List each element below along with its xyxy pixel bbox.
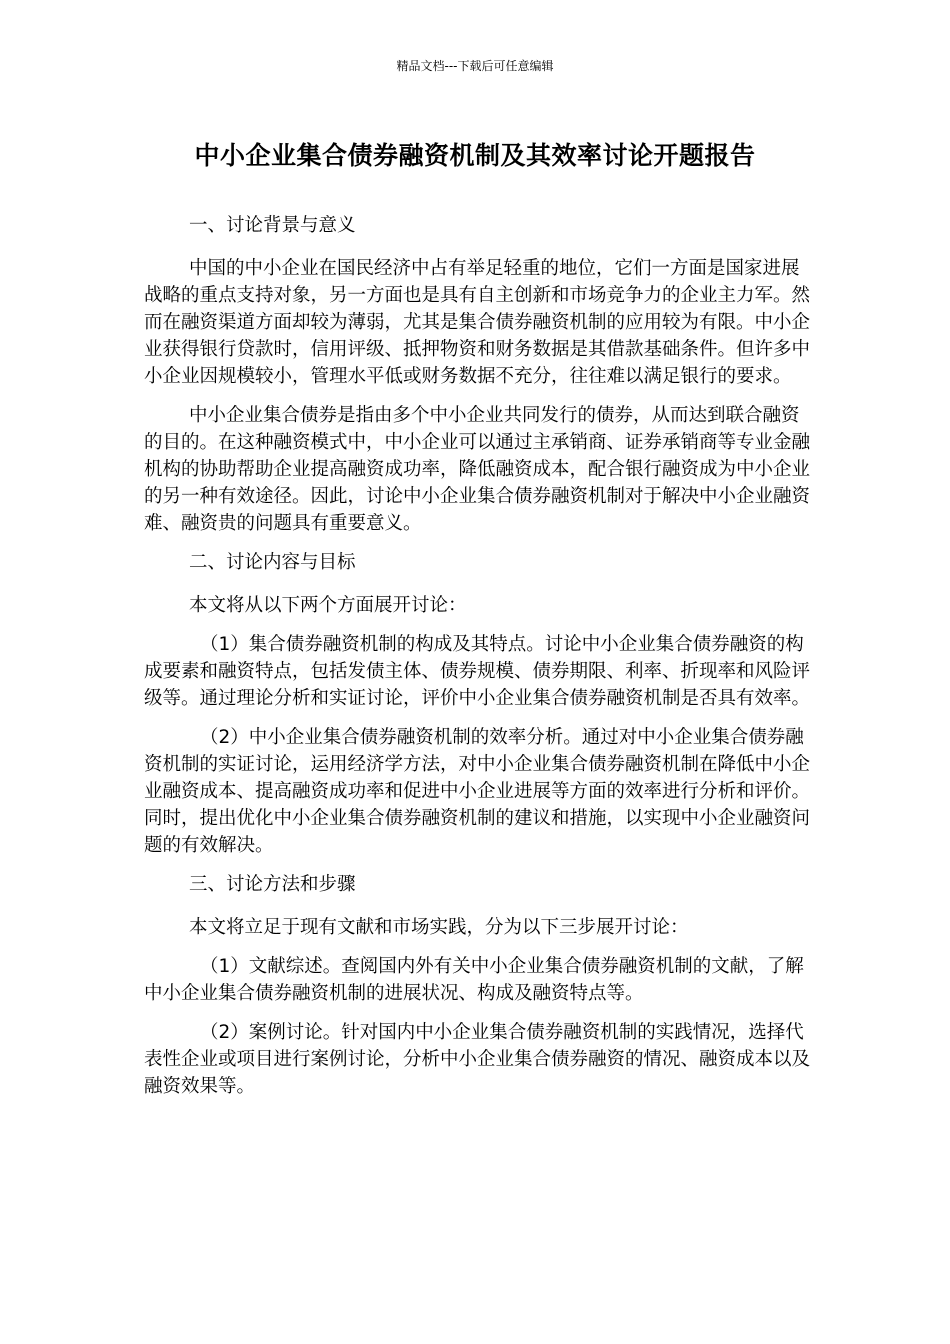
section1-heading: 一、讨论背景与意义 [189,215,356,236]
page-header: 精品文档---下载后可任意编辑 [396,59,554,73]
section1-paragraph-2: 中小企业集合债券是指由多个中小企业共同发行的债券，从而达到联合融资的目的。在这种融资模式中，中小企业可以通过主承销商、证券承销商等专业金融机构的协助帮助企业提高融资成功率，降低融资成本，配合银行融资成为中小企业的另一种有效途径。因此，讨论中小企业集合债券融资机制对于解决中小企业融资难、融资贵的问题具有重要意义。 [144,405,811,534]
document-body [144,212,816,1112]
section2-intro: 本文将从以下两个方面展开讨论： [189,595,467,616]
section2-item-2: （2）中小企业集合债券融资机制的效率分析。通过对中小企业集合债券融资机制的实证讨论，运用经济学方法，对中小企业集合债券融资机制在降低中小企业融资成本、提高融资成功率和促进中小企业进展等方面的效率进行分析和评价。同时，提出优化中小企业集合债券融资机制的建议和措施，以实现中小企业融资问题的有效解决。 [144,727,811,856]
section3-item-2: （2）案例讨论。针对国内中小企业集合债券融资机制的实践情况，选择代表性企业或项目进行案例讨论，分析中小企业集合债券融资的情况、融资成本以及融资效果等。 [144,1022,811,1097]
section3-heading: 三、讨论方法和步骤 [189,874,356,895]
section3-item-1: （1）文献综述。查阅国内外有关中小企业集合债券融资机制的文献，了解中小企业集合债券融资机制的进展状况、构成及融资特点等。 [144,956,804,1004]
section2-heading: 二、讨论内容与目标 [189,552,356,573]
section1-paragraph-1: 中国的中小企业在国民经济中占有举足轻重的地位，它们一方面是国家进展战略的重点支持对象，另一方面也是具有自主创新和市场竞争力的企业主力军。然而在融资渠道方面却较为薄弱，尤其是集合债券融资机制的应用较为有限。中小企业获得银行贷款时，信用评级、抵押物资和财务数据是其借款基础条件。但许多中小企业因规模较小，管理水平低或财务数据不充分，往往难以满足银行的要求。 [144,258,811,387]
document-title: 中小企业集合债券融资机制及其效率讨论开题报告 [194,141,756,170]
section3-intro: 本文将立足于现有文献和市场实践，分为以下三步展开讨论： [189,917,689,938]
section2-item-1: （1）集合债券融资机制的构成及其特点。讨论中小企业集合债券融资的构成要素和融资特点，包括发债主体、债券规模、债券期限、利率、折现率和风险评级等。通过理论分析和实证讨论，评价中小企业集合债券融资机制是否具有效率。 [144,634,811,709]
